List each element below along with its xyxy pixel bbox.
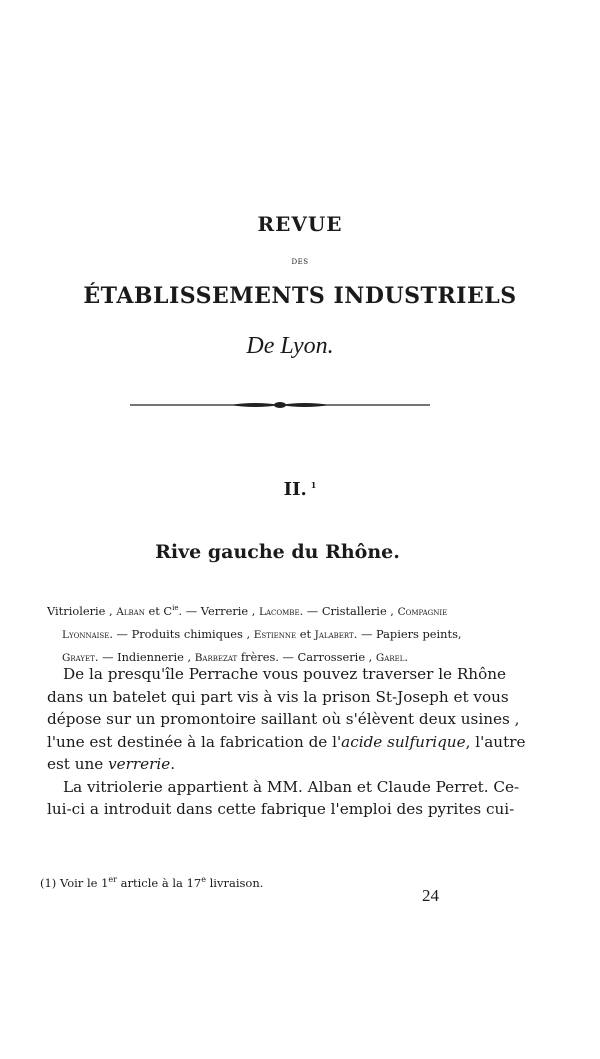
summary-text: . [404,649,409,664]
body-text [47,663,557,821]
summary-name: Grayet [62,651,95,664]
summary-name: Lacombe [259,605,300,618]
summary-name: Compagnie [397,605,448,618]
summary-name: Alban [116,605,145,618]
footnote-reference: 1 [310,480,317,490]
body-italic: acide sulfurique [341,732,466,751]
paragraph-2-line-2: lui-ci a introduit dans cette fabrique l'emploi des pyrites cui- [47,800,515,818]
summary-name: Jalabert [314,628,354,641]
footnote-text: livraison. [205,875,264,890]
footnote-sup: er [108,875,117,884]
summary-text: . — Cristallerie , [299,603,398,618]
section-numeral [0,479,600,500]
paragraph-1-line-2: dans un batelet qui part vis à vis la prison St-Joseph et vous [47,687,509,706]
summary-name: Barbezat [194,651,238,664]
summary-name: Estienne [253,628,297,641]
summary-text: . — Papiers peints, [353,626,462,641]
footnote-sup: e [201,875,206,884]
summary-name: Garel [375,651,405,664]
footnote-text: article à la 17 [116,875,202,890]
decorative-rule [130,395,430,415]
revue-heading: REVUE [257,212,343,236]
footnote [40,875,263,890]
body-span: , l'autre [465,732,526,751]
summary-sup: ie [172,604,179,612]
body-span: l'une est destinée à la fabrication de l' [47,732,342,751]
section-title: Rive gauche du Rhône. [155,541,400,563]
page-number: 24 [422,886,439,905]
summary-text: . — Produits chimiques , [109,626,254,641]
summary-text: . — Indiennerie , [94,649,195,664]
numeral-text: II. [283,479,307,500]
summary-text: Vitriolerie , [47,603,117,618]
etablissements-heading: ÉTABLISSEMENTS INDUSTRIELS [83,283,517,309]
paragraph-1-line-3: dépose sur un promontoire saillant où s'élèvent deux usines , [47,710,520,728]
des-word: DES [291,258,309,266]
body-span: . [170,755,176,773]
footnote-text: Voir le 1 [56,875,109,890]
body-italic: verrerie [108,755,171,773]
de-lyon-script: De Lyon. [246,333,334,359]
summary-text: . — Verrerie , [178,603,260,618]
summary-text: et C [144,603,173,618]
summary-line-2 [47,623,559,646]
footnote-mark: (1) [40,875,57,890]
summary-block [47,597,559,669]
summary-line-1 [47,597,559,623]
paragraph-1-line-4 [47,731,557,754]
summary-text: et [296,626,315,641]
summary-name: Lyonnaise [62,628,110,641]
paragraph-2-line-1: La vitriolerie appartient à MM. Alban et Claude Perret. Ce- [63,777,520,796]
summary-text: frères. — Carrosserie , [237,649,376,664]
paragraph-1-line-5 [47,753,557,776]
body-span: est une [47,755,109,773]
paragraph-1-line-1: De la presqu'île Perrache vous pouvez traverser le Rhône [63,665,506,683]
